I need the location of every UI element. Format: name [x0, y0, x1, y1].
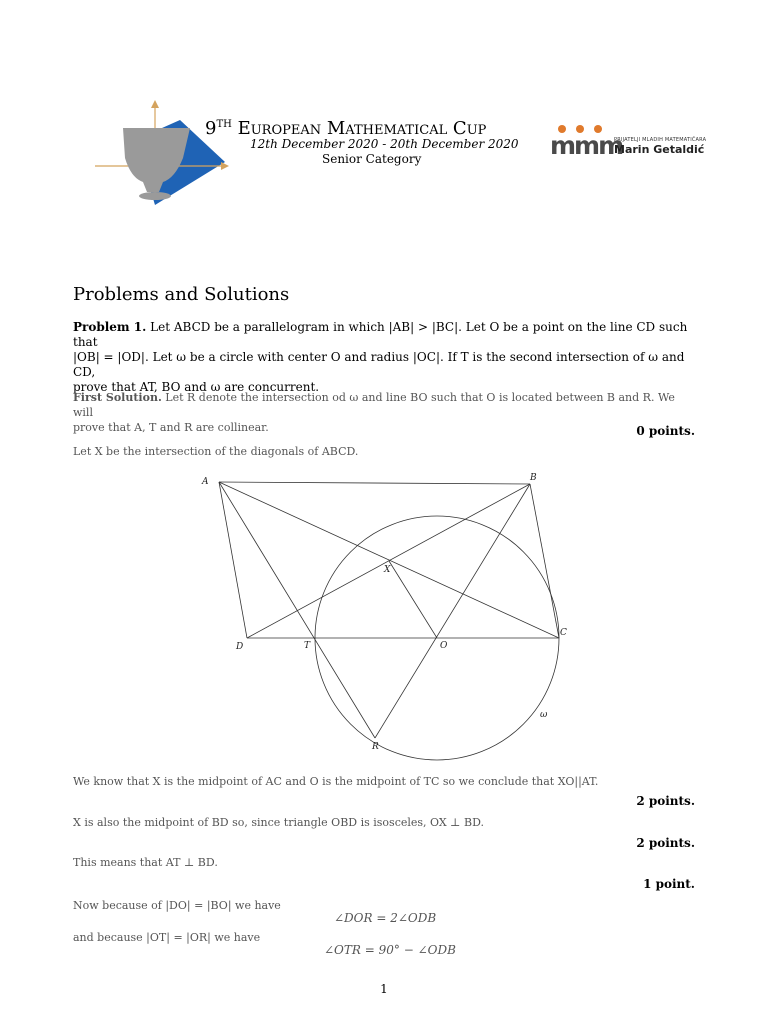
problem-line-1: Let ABCD be a parallelogram in which |AB| > |BC|. Let O be a point on the line CD such that: [73, 320, 688, 349]
step-3: This means that AT ⊥ BD.: [73, 856, 218, 869]
title-superscript: TH: [216, 119, 232, 130]
diagonal-bd: [247, 484, 530, 638]
page-number: 1: [380, 982, 388, 996]
problem-line-2: |OB| = |OD|. Let ω be a circle with center O and radius |OC|. If T is the second intersection of ω and CD,: [73, 350, 685, 379]
solution-line-2: prove that A, T and R are collinear.: [73, 421, 269, 434]
title-number: 9: [205, 118, 217, 139]
label-d: D: [236, 642, 244, 652]
logo-letters: mmm: [550, 131, 623, 156]
logo-big-text: Marin Getaldić: [614, 143, 705, 156]
side-bc: [530, 484, 559, 638]
points-0: 0 points.: [636, 424, 695, 438]
points-3: 1 point.: [643, 877, 695, 891]
label-t: T: [304, 641, 311, 651]
step-4: Now because of |DO| = |BO| we have: [73, 899, 281, 912]
solution-line-1: Let R denote the intersection od ω and line BO such that O is located between B and R. We will: [73, 391, 675, 419]
label-x: X: [384, 565, 391, 575]
title-text: European Mathematical Cup: [237, 118, 487, 139]
label-omega: ω: [540, 710, 548, 720]
label-r: R: [372, 742, 379, 752]
logo-small-text: PRIJATELJI MLADIH MATEMATIČARA: [614, 137, 707, 143]
side-ab: [219, 482, 530, 484]
points-1: 2 points.: [636, 794, 695, 808]
label-b: B: [530, 473, 537, 483]
label-c: C: [560, 628, 567, 638]
solution-label: First Solution.: [73, 391, 162, 404]
problem-line-3: prove that AT, BO and ω are concurrent.: [73, 380, 320, 394]
header-dates: 12th December 2020 - 20th December 2020: [250, 137, 519, 151]
points-2: 2 points.: [636, 836, 695, 850]
segment-xo: [389, 561, 437, 638]
equation-2: ∠OTR = 90° − ∠ODB: [324, 943, 456, 957]
step-2: X is also the midpoint of BD so, since triangle OBD is isosceles, OX ⊥ BD.: [73, 816, 485, 829]
step-1: We know that X is the midpoint of AC and O is the midpoint of TC so we conclude that XO||AT.: [73, 775, 599, 788]
diagonal-ac: [219, 482, 559, 638]
line-ar: [219, 482, 375, 738]
header-category: Senior Category: [322, 152, 422, 166]
equation-1: ∠DOR = 2∠ODB: [334, 911, 437, 925]
step-5: and because |OT| = |OR| we have: [73, 931, 261, 944]
section-title: Problems and Solutions: [73, 284, 290, 305]
label-a: A: [202, 477, 209, 487]
solution-line-x: Let X be the intersection of the diagonals of ABCD.: [73, 445, 359, 458]
label-o: O: [440, 641, 448, 651]
problem-label: Problem 1.: [73, 320, 147, 334]
